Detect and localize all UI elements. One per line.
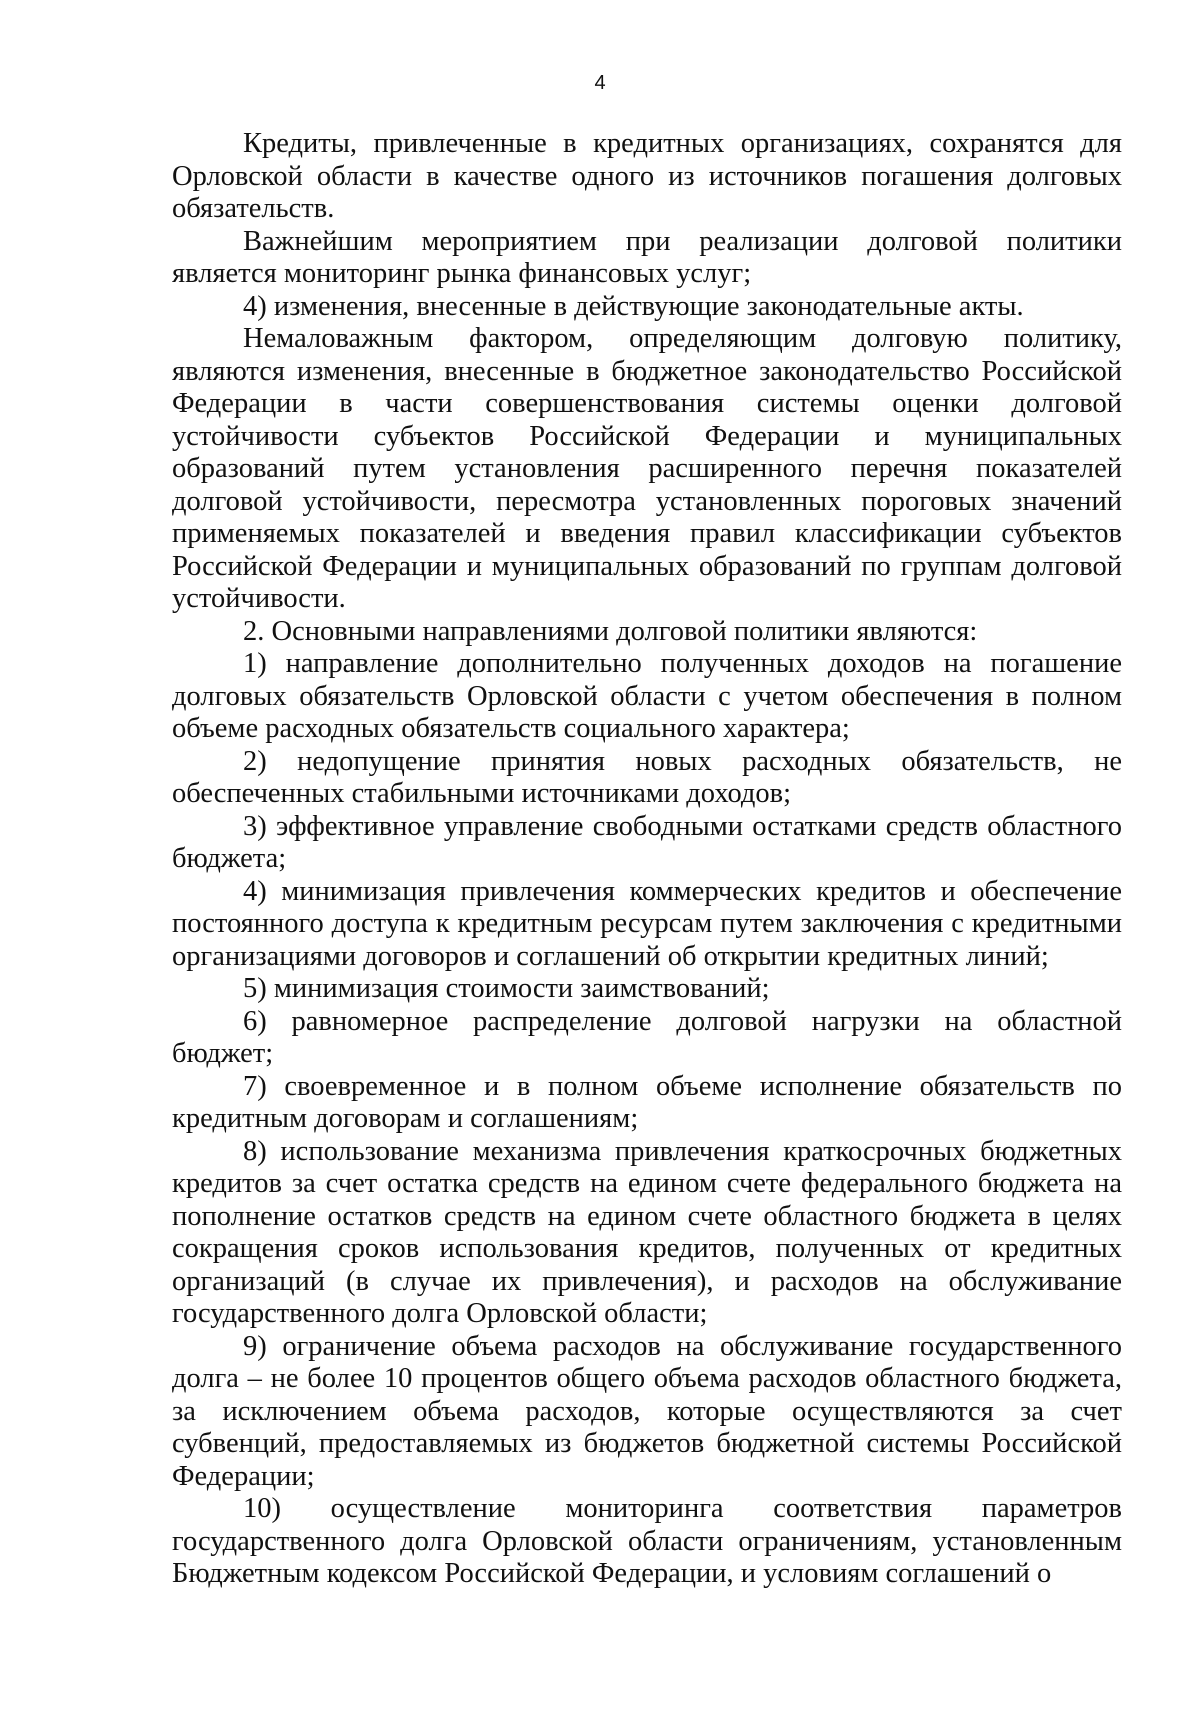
list-item: 5) минимизация стоимости заимствований; — [243, 973, 770, 1004]
paragraph: 2. Основными направлениями долговой политики являются: — [243, 615, 978, 647]
list-item: 7) своевременное и в полном объеме исполнение обязательств по кредитным договорам и соглашениям; — [172, 1070, 1122, 1134]
list-item: 8) использование механизма привлечения краткосрочных бюджетных кредитов за счет остатка средств на едином счете федерального бюджета на пополнение остатков средств на едином счете областного бюджета в целях сокращения сроков использования кредитов, полученных от кредитных организаций (в случае их привлечения), и расходов на обслуживание государственного долга Орловской области; — [172, 1135, 1122, 1329]
list-item: 2) недопущение принятия новых расходных обязательств, не обеспеченных стабильными источниками доходов; — [172, 745, 1122, 809]
list-item: 4) минимизация привлечения коммерческих кредитов и обеспечение постоянного доступа к кредитным ресурсам путем заключения с кредитными организациями договоров и соглашений об открытии кредитных линий; — [172, 875, 1122, 972]
list-item: 6) равномерное распределение долговой нагрузки на областной бюджет; — [172, 1005, 1122, 1069]
list-item: 10) осуществление мониторинга соответствия параметров государственного долга Орловской области ограничениям, установленным Бюджетным кодексом Российской Федерации, и условиям соглашений о — [172, 1493, 1122, 1589]
paragraph: Кредиты, привлеченные в кредитных организациях, сохранятся для Орловской области в качестве одного из источников погашения долговых обязательств. — [172, 128, 1122, 224]
list-item: 9) ограничение объема расходов на обслуживание государственного долга – не более 10 процентов общего объема расходов областного бюджета, за исключением объема расходов, которые осуществляются за счет субвенций, предоставляемых из бюджетов бюджетной системы Российской Федерации; — [172, 1330, 1122, 1492]
paragraph: 4) изменения, внесенные в действующие законодательные акты. — [243, 290, 1024, 322]
list-item: 1) направление дополнительно полученных доходов на погашение долговых обязательств Орловской области с учетом обеспечения в полном объеме расходных обязательств социального характера; — [172, 648, 1122, 744]
list-item: 3) эффективное управление свободными остатками средств областного бюджета; — [172, 810, 1122, 874]
document-body — [172, 128, 1122, 1591]
paragraph: Немаловажным фактором, определяющим долговую политику, являются изменения, внесенные в бюджетное законодательство Российской Федерации в части совершенствования системы оценки долговой устойчивости субъектов Российской Федерации и муниципальных образований путем установления расширенного перечня показателей долговой устойчивости, пересмотра установленных пороговых значений применяемых показателей и введения правил классификации субъектов Российской Федерации и муниципальных образований по группам долговой устойчивости. — [172, 323, 1122, 614]
page-number: 4 — [594, 72, 606, 94]
paragraph: Важнейшим мероприятием при реализации долговой политики является мониторинг рынка финансовых услуг; — [172, 225, 1122, 289]
